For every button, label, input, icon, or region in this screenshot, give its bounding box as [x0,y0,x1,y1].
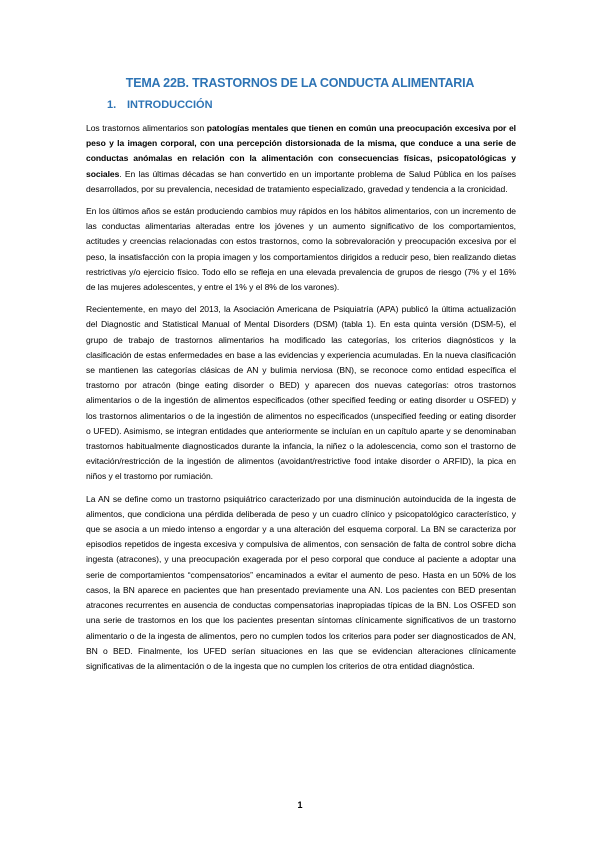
section-number: 1. [107,99,117,111]
paragraph-1-bold: patologías mentales que tienen en común una preocupación excesiva por el peso y la imagen corporal, con una percepción distorsionada de la misma, que conduce a una serie de conductas anómalas en relación con la alimentación con consecuencias físicas, psicopatológicas y sociales [86,123,516,179]
section-title: INTRODUCCIÓN [127,99,213,111]
paragraph-1-intro: Los trastornos alimentarios son [86,123,207,133]
body-text [86,121,516,681]
paragraph-2: En los últimos años se están produciendo cambios muy rápidos en los hábitos alimentarios, con un incremento de las conductas alimentarias alteradas entre los jóvenes y un aumento significativo de los comportamientos, actitudes y creencias relacionadas con estos trastornos, como la sobrevaloración y preocupación excesiva por el peso, la insatisfacción con la propia imagen y los comportamientos dirigidos a reducir peso, bien realizando dietas restrictivas y/o ejercicio físico. Todo ello se refleja en una elevada prevalencia de grupos de riesgo (7% y el 16% de las mujeres adolescentes, y entre el 1% y el 8% de los varones). [86,206,516,293]
page-number: 1 [297,800,303,810]
paragraph-3: Recientemente, en mayo del 2013, la Asociación Americana de Psiquiatría (APA) publicó la última actualización del Diagnostic and Statistical Manual of Mental Disorders (DSM) (tabla 1). En esta quinta versión (DSM-5), el grupo de trabajo de trastornos alimentarios ha modificado las categorías, los criterios diagnósticos y la clasificación de estas enfermedades en base a las evidencias y experiencia acumuladas. En la nueva clasificación se mantienen las categorías clásicas de AN y bulimia nerviosa (BN), se reconoce como entidad específica el trastorno por atracón (binge eating disorder o BED) y aparecen dos nuevas categorías: otros trastornos alimentarios o de la ingestión de alimentos especificados (other specified feeding or eating disorder u OSFED) y los trastornos alimentarios o de la ingestión de alimentos no especificados (unspecified feeding or eating disorder o UFED). Asimismo, se integran entidades que anteriormente se incluían en un capítulo aparte y se denominaban trastornos habitualmente diagnosticados durante la infancia, la niñez o la adolescencia, como son el trastorno de evitación/restricción de la ingestión de alimentos (avoidant/restrictive food intake disorder o ARFID), la pica en niños y el trastorno por rumiación. [86,304,516,482]
document-title: TEMA 22B. TRASTORNOS DE LA CONDUCTA ALIMENTARIA [125,76,475,90]
paragraph-1 [86,121,516,197]
section-heading [107,99,213,111]
paragraph-4: La AN se define como un trastorno psiquiátrico caracterizado por una disminución autoinducida de la ingesta de alimentos, que condiciona una pérdida deliberada de peso y un cuadro clínico y psicopatológico característico, y que se asocia a un miedo intenso a engordar y a una alteración del esquema corporal. La BN se caracteriza por episodios repetidos de ingesta excesiva y compulsiva de alimentos, con sensación de falta de control sobre dicha ingesta (atracones), y una preocupación exagerada por el peso corporal que conduce al paciente a adoptar una serie de comportamientos “compensatorios” encaminados a evitar el aumento de peso. Hasta en un 50% de los casos, la BN aparece en pacientes que han presentado previamente una AN. Los pacientes con BED presentan atracones recurrentes en ausencia de conductas compensatorias inapropiadas típicas de la BN. Los OSFED son una serie de trastornos en los que los pacientes presentan síntomas clínicamente significativos de un trastorno alimentario o de la ingesta de alimentos, pero no cumplen todos los criterios para poder ser diagnosticados de AN, BN o BED. Finalmente, los UFED serían situaciones en las que se evidencian alteraciones clínicamente significativas de la alimentación o de la ingesta que no cumplen los criterios de otra entidad diagnóstica. [86,493,516,671]
paragraph-1-rest: . En las últimas décadas se han convertido en un importante problema de Salud Pública en los países desarrollados, por su prevalencia, necesidad de tratamiento especializado, gravedad y tendencia a la cronicidad. [86,168,516,194]
